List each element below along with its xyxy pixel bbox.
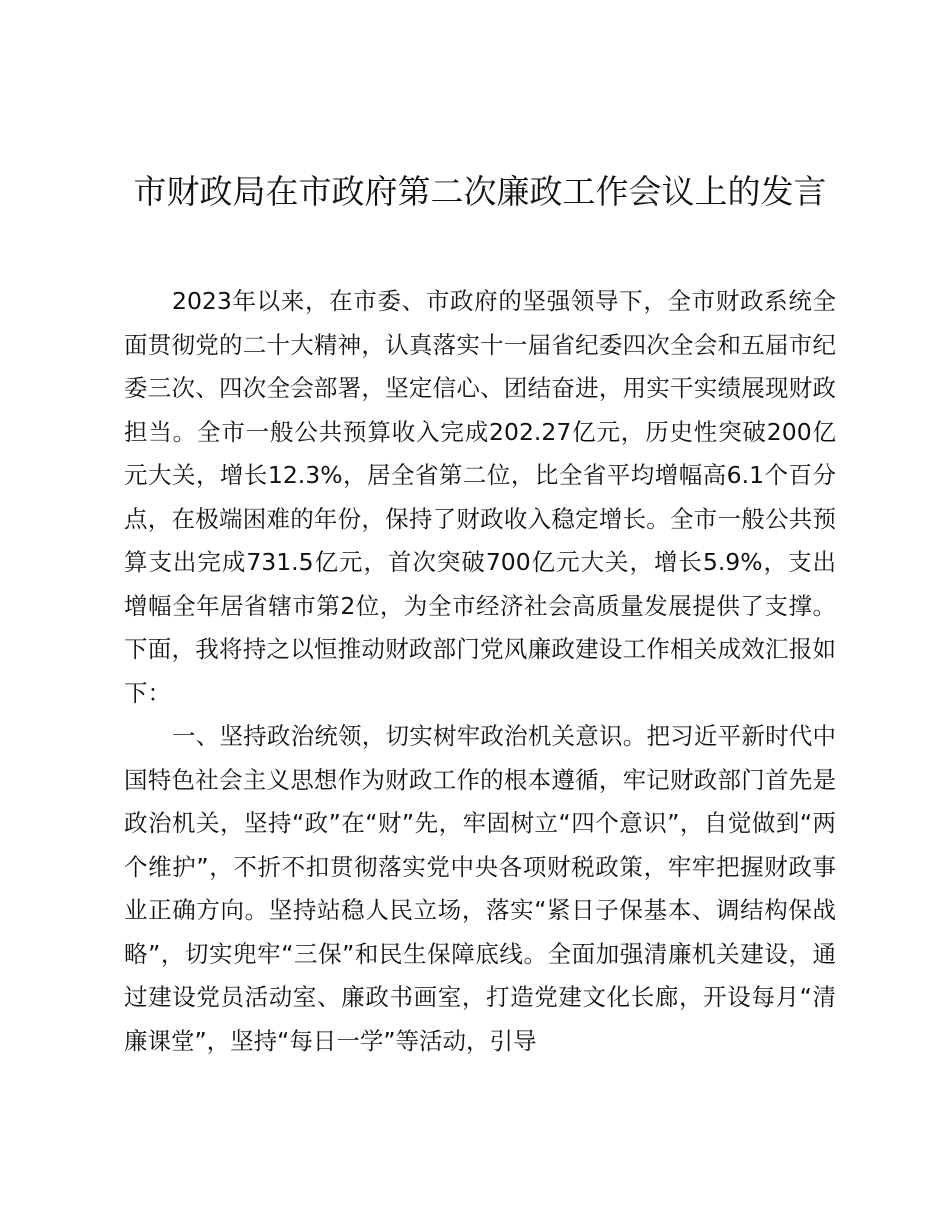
paragraph-intro bbox=[124, 280, 836, 715]
section-one-text: 把习近平新时代中国特色社会主义思想作为财政工作的根本遵循，牢记财政部门首先是政治机关，坚持“政”在“财”先，牢固树立“四个意识”，自觉做到“两个维护”，不折不扣贯彻落实党中央各项财税政策，牢牢把握财政事业正确方向。坚持站稳人民立场，落实“紧日子保基本、调结构保战略”，切实兜牢“三保”和民生保障底线。全面加强清廉机关建设，通过建设党员活动室、廉政书画室，打造党建文化长廊，开设每月“清廉课堂”，坚持“每日一学”等活动，引导 bbox=[124, 722, 837, 1055]
paragraph-intro-text: 2023年以来，在市委、市政府的坚强领导下，全市财政系统全面贯彻党的二十大精神，认真落实十一届省纪委四次全会和五届市纪委三次、四次全会部署，坚定信心、团结奋进，用实干实绩展现财政担当。全市一般公共预算收入完成202.27亿元，历史性突破200亿元大关，增长12.3%，居全省第二位，比全省平均增幅高6.1个百分点，在极端困难的年份，保持了财政收入稳定增长。全市一般公共预算支出完成731.5亿元，首次突破700亿元大关，增长5.9%，支出增幅全年居省辖市第2位，为全市经济社会高质量发展提供了支撑。下面，我将持之以恒推动财政部门党风廉政建设工作相关成效汇报如下： bbox=[124, 287, 836, 707]
document-title: 市财政局在市政府第二次廉政工作会议上的发言 bbox=[133, 172, 827, 211]
paragraph-section-one bbox=[124, 715, 836, 1063]
document-body bbox=[124, 280, 836, 1063]
section-one-heading: 一、坚持政治统领，切实树牢政治机关意识。 bbox=[172, 722, 647, 750]
